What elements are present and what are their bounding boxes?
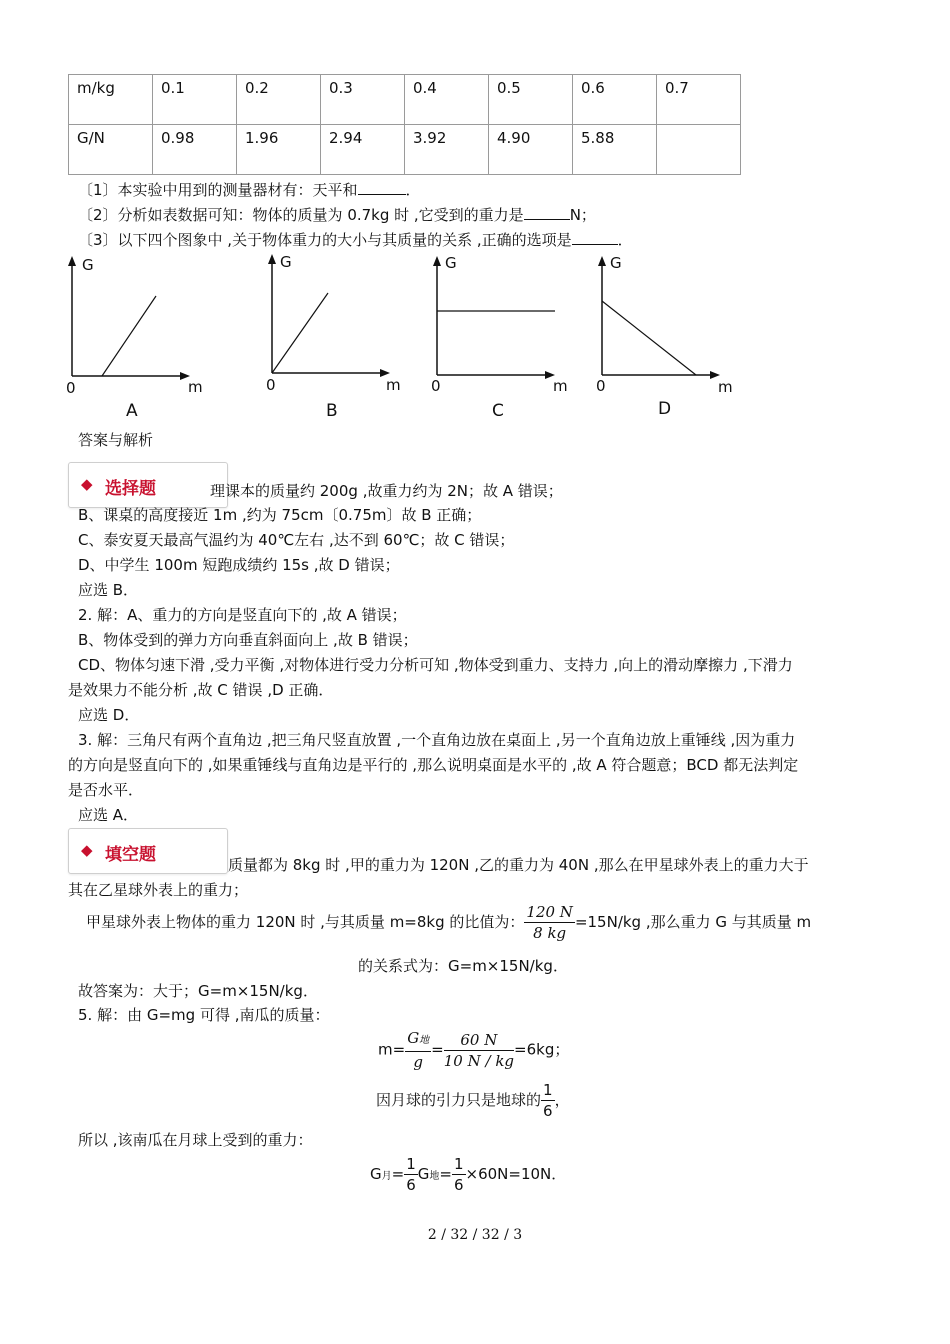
question-3-text: 〔3〕以下四个图象中 ,关于物体重力的大小与其质量的关系 ,正确的选项是 bbox=[78, 231, 572, 249]
axis-label-m: m bbox=[188, 378, 203, 396]
table-cell: 0.5 bbox=[489, 75, 573, 125]
formula-equals: = bbox=[439, 1165, 452, 1183]
ratio-text-end: =15N/kg ,那么重力 G 与其质量 m bbox=[574, 913, 812, 931]
answer-heading: 答案与解析 bbox=[78, 431, 154, 449]
graph-d-svg bbox=[590, 250, 750, 425]
fraction-numerator: 1 bbox=[406, 1155, 416, 1173]
section-title: 填空题 bbox=[105, 845, 156, 865]
axis-label-g: G bbox=[610, 254, 622, 272]
fraction-numerator: 120 N bbox=[526, 903, 573, 921]
axis-label-m: m bbox=[718, 378, 733, 396]
solution-line: 质量都为 8kg 时 ,甲的重力为 120N ,乙的重力为 40N ,那么在甲星球外表上的重力大于 bbox=[228, 856, 809, 874]
table-row bbox=[69, 75, 741, 125]
graph-d bbox=[590, 250, 750, 425]
answer-blank bbox=[524, 204, 570, 220]
fraction-denominator: 8 kg bbox=[533, 924, 567, 942]
axis-label-g: G bbox=[82, 256, 94, 274]
solution-line: 3. 解：三角尺有两个直角边 ,把三角尺竖直放置 ,一个直角边放在桌面上 ,另一个直角边放上重锤线 ,因为重力 bbox=[78, 731, 796, 749]
graph-label: B bbox=[326, 401, 338, 421]
graph-line bbox=[102, 296, 156, 376]
formula-g: G bbox=[370, 1165, 382, 1183]
solution-line: 是否水平． bbox=[68, 781, 144, 799]
graph-c-svg bbox=[425, 250, 585, 425]
axis-label-g: G bbox=[280, 253, 292, 271]
fraction bbox=[541, 1080, 555, 1121]
moon-gravity-end: ， bbox=[554, 1091, 570, 1109]
answer-blank bbox=[572, 229, 618, 245]
fraction-numerator: 60 N bbox=[444, 1030, 514, 1051]
table-cell: 2.94 bbox=[321, 125, 405, 175]
solution-line: 应选 D． bbox=[78, 706, 140, 724]
ratio-text: 甲星球外表上物体的重力 120N 时 ,与其质量 m=8kg 的比值为： bbox=[86, 913, 525, 931]
data-table bbox=[68, 74, 741, 175]
table-cell: 0.4 bbox=[405, 75, 489, 125]
page-footer: 2 / 32 / 32 / 3 bbox=[427, 1227, 523, 1243]
formula-result: =6kg； bbox=[514, 1040, 570, 1059]
solution-line: 故答案为：大于；G=m×15N/kg． bbox=[78, 982, 318, 1000]
moon-gravity-line bbox=[376, 1080, 570, 1121]
question-2-text: 〔2〕分析如表数据可知：物体的质量为 0.7kg 时 ,它受到的重力是 bbox=[78, 206, 524, 224]
solution-line: 2. 解：A、重力的方向是竖直向下的 ,故 A 错误； bbox=[78, 606, 407, 624]
diamond-icon: ◆ bbox=[81, 475, 93, 493]
fraction bbox=[444, 1030, 514, 1071]
table-row bbox=[69, 125, 741, 175]
origin-label: 0 bbox=[266, 376, 276, 394]
answer-blank bbox=[358, 179, 406, 195]
solution-line: B、物体受到的弹力方向垂直斜面向上 ,故 B 错误； bbox=[78, 631, 418, 649]
solution-line: D、中学生 100m 短跑成绩约 15s ,故 D 错误； bbox=[78, 556, 400, 574]
formula-subscript: 地 bbox=[429, 1171, 440, 1182]
fraction bbox=[404, 1154, 418, 1195]
fraction bbox=[405, 1028, 431, 1072]
table-cell bbox=[657, 125, 741, 175]
solution-line-ratio bbox=[86, 902, 811, 943]
section-header-fill bbox=[68, 828, 228, 874]
origin-label: 0 bbox=[596, 377, 606, 395]
fraction-denominator: 6 bbox=[453, 1176, 464, 1194]
table-cell: 4.90 bbox=[489, 125, 573, 175]
graph-line bbox=[602, 301, 696, 375]
moon-weight-formula bbox=[370, 1154, 566, 1197]
solution-line: 所以 ,该南瓜在月球上受到的重力： bbox=[78, 1131, 313, 1149]
question-1-text: 〔1〕本实验中用到的测量器材有：天平和 bbox=[78, 181, 358, 199]
question-3 bbox=[78, 229, 633, 250]
table-cell: 0.2 bbox=[237, 75, 321, 125]
graph-c bbox=[425, 250, 585, 425]
solution-line: 的方向是竖直向下的 ,如果重锤线与直角边是平行的 ,那么说明桌面是水平的 ,故 A 符合题意；BCD 都无法判定 bbox=[68, 756, 799, 774]
fraction-denominator: g bbox=[413, 1053, 423, 1071]
graph-a-svg bbox=[60, 250, 220, 425]
solution-line: CD、物体匀速下滑 ,受力平衡 ,对物体进行受力分析可知 ,物体受到重力、支持力 ,向上的滑动摩擦力 ,下滑力 bbox=[78, 656, 793, 674]
solution-line: 应选 B． bbox=[78, 581, 139, 599]
section-title: 选择题 bbox=[105, 479, 156, 499]
solution-line: 应选 A． bbox=[78, 806, 139, 824]
question-1-end: ． bbox=[405, 181, 421, 199]
y-axis-arrow-icon bbox=[433, 256, 441, 266]
formula-m: m= bbox=[378, 1040, 406, 1059]
table-cell: 0.1 bbox=[153, 75, 237, 125]
origin-label: 0 bbox=[431, 377, 441, 395]
formula-subscript: 月 bbox=[381, 1171, 392, 1182]
fraction-denominator: 6 bbox=[406, 1176, 416, 1194]
diamond-icon: ◆ bbox=[81, 841, 93, 859]
graph-label: C bbox=[492, 401, 504, 421]
graph-label: A bbox=[126, 401, 138, 421]
formula-equals: = bbox=[431, 1040, 444, 1059]
solution-line: 其在乙星球外表上的重力； bbox=[68, 881, 249, 899]
axis-label-m: m bbox=[553, 377, 568, 395]
fraction bbox=[524, 902, 575, 943]
y-axis-arrow-icon bbox=[268, 254, 276, 264]
table-cell: 0.3 bbox=[321, 75, 405, 125]
table-cell: 0.6 bbox=[573, 75, 657, 125]
graph-line bbox=[272, 293, 328, 373]
fraction-denominator: 10 N / kg bbox=[443, 1051, 515, 1070]
table-cell: 0.7 bbox=[657, 75, 741, 125]
y-axis-arrow-icon bbox=[68, 256, 76, 266]
fraction-denominator: 6 bbox=[543, 1102, 553, 1120]
moon-gravity-text: 因月球的引力只是地球的 bbox=[376, 1091, 542, 1109]
table-cell: 5.88 bbox=[573, 125, 657, 175]
question-3-end: ． bbox=[617, 231, 633, 249]
formula-g: G bbox=[407, 1029, 420, 1047]
question-2-end: N； bbox=[569, 206, 596, 224]
solution-line: B、课桌的高度接近 1m ,约为 75cm〔0.75m〕故 B 正确； bbox=[78, 506, 482, 524]
question-1 bbox=[78, 179, 421, 200]
question-2 bbox=[78, 204, 596, 225]
solution-line: 是效果力不能分析 ,故 C 错误 ,D 正确． bbox=[68, 681, 334, 699]
axis-label-g: G bbox=[445, 254, 457, 272]
graph-a bbox=[60, 250, 220, 425]
formula-subscript: 地 bbox=[419, 1035, 430, 1046]
solution-line: 的关系式为：G=m×15N/kg． bbox=[358, 957, 568, 975]
table-cell: 3.92 bbox=[405, 125, 489, 175]
fraction bbox=[452, 1154, 466, 1195]
graph-label: D bbox=[658, 399, 672, 419]
formula-result: ×60N=10N． bbox=[465, 1165, 567, 1183]
table-cell: m/kg bbox=[69, 75, 153, 125]
axis-label-m: m bbox=[386, 376, 401, 394]
table-cell: 1.96 bbox=[237, 125, 321, 175]
formula-g: G bbox=[417, 1165, 430, 1183]
solution-line: 理课本的质量约 200g ,故重力约为 2N；故 A 错误； bbox=[210, 482, 563, 500]
origin-label: 0 bbox=[66, 379, 76, 397]
section-header-choice bbox=[68, 462, 228, 508]
fraction-numerator: 1 bbox=[543, 1081, 553, 1099]
solution-line: 5. 解：由 G=mg 可得 ,南瓜的质量： bbox=[78, 1006, 330, 1024]
fraction-numerator bbox=[405, 1028, 431, 1052]
fraction-numerator: 1 bbox=[453, 1155, 464, 1173]
mass-formula bbox=[378, 1028, 569, 1072]
graph-b-svg bbox=[260, 250, 420, 425]
solution-line: C、泰安夏天最高气温约为 40℃左右 ,达不到 60℃；故 C 错误； bbox=[78, 531, 515, 549]
y-axis-arrow-icon bbox=[598, 256, 606, 266]
graph-b bbox=[260, 250, 420, 425]
formula-equals: = bbox=[391, 1165, 405, 1183]
table-cell: 0.98 bbox=[153, 125, 237, 175]
table-cell: G/N bbox=[69, 125, 153, 175]
